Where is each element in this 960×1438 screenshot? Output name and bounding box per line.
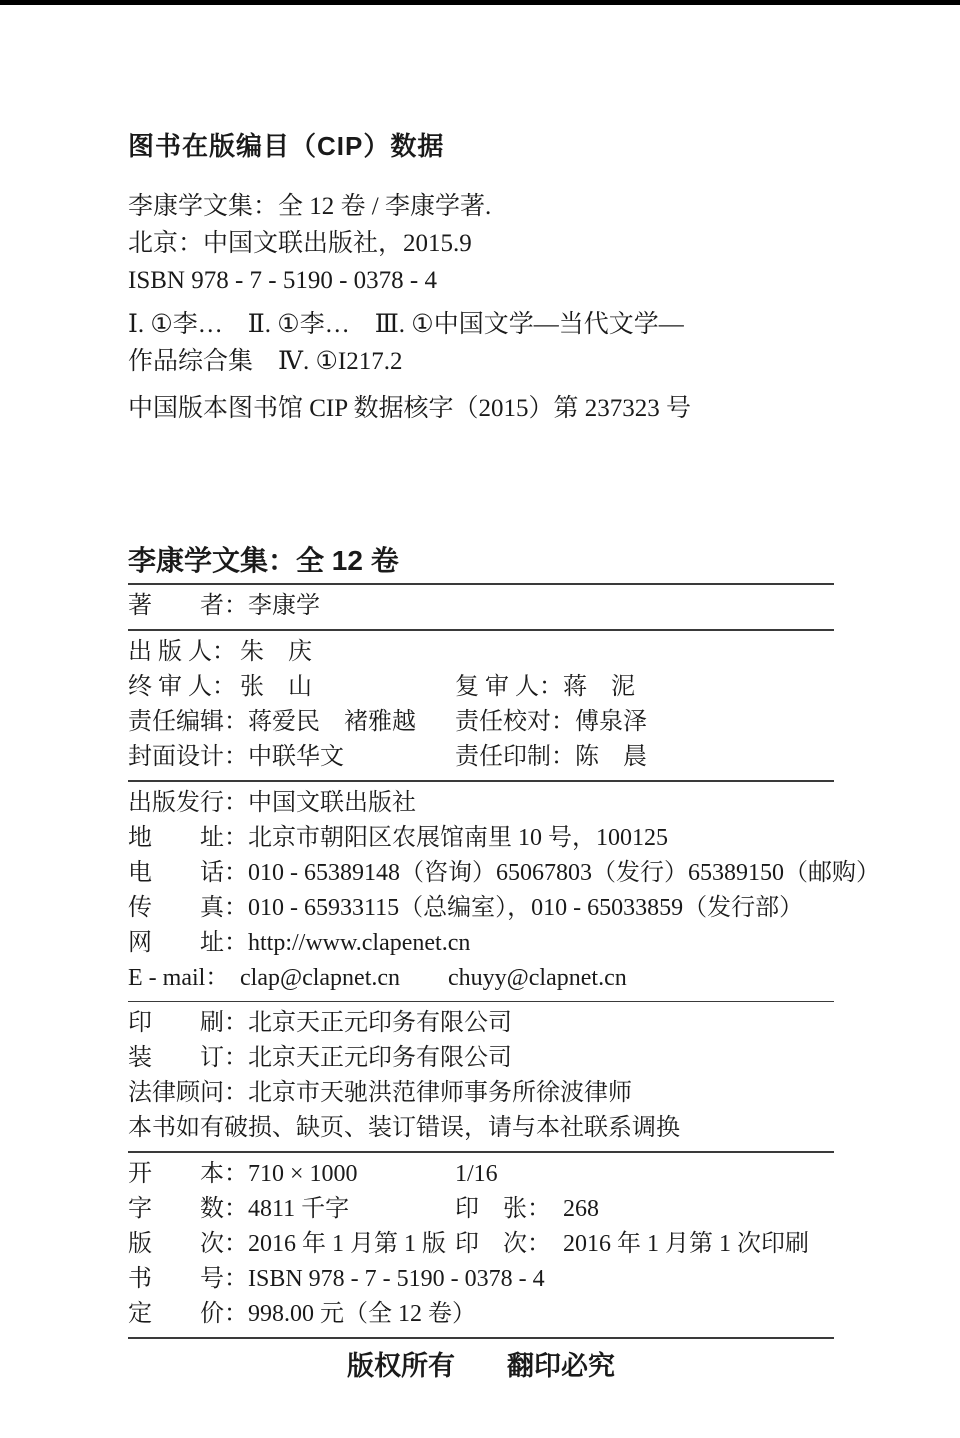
row-value: 268 [563,1196,599,1222]
row-value: 张 山 [240,674,312,700]
page-content [128,0,880,1383]
copyright-footer-right: 翻印必究 [507,1351,615,1381]
book-title: 李康学文集：全 12 卷 [128,545,399,576]
row-label: 责任编辑： [128,709,248,735]
replacement-notice: 本书如有破损、缺页、装订错误，请与本社联系调换 [128,1115,680,1141]
row-label: 装 订： [128,1045,248,1071]
row-value: http://www.clapenet.cn [248,930,471,956]
row-value: 1/16 [455,1161,498,1187]
row-value: 北京市朝阳区农展馆南里 10 号，100125 [248,825,668,851]
row-label: 传 真： [128,895,248,921]
row-label: 出 版 人： [128,639,236,665]
spec-row [128,1192,834,1227]
address-row [128,821,834,856]
row-label: 终 审 人： [128,674,236,700]
row-label: 复 审 人： [455,674,563,700]
email-row [128,961,834,996]
row-label: 开 本： [128,1161,248,1187]
row-value: 蒋爱民 褚雅越 [248,709,416,735]
cip-isbn-line: ISBN 978 - 7 - 5190 - 0378 - 4 [128,267,438,294]
row-label: 网 址： [128,930,248,956]
row-value: clap@clapnet.cn chuyy@clapnet.cn [240,965,627,991]
divider [128,583,834,585]
row-label: 书 号： [128,1266,248,1292]
fax-row [128,891,834,926]
row-label: 字 数： [128,1196,248,1222]
cip-class-line: Ⅰ. ①李… Ⅱ. ①李… Ⅲ. ①中国文学—当代文学— [128,311,684,338]
row-value: 998.00 元（全 12 卷） [248,1301,476,1327]
spec-row [128,1262,834,1297]
row-value: 北京天正元印务有限公司 [248,1045,512,1071]
row-value: 中国文联出版社 [248,790,416,816]
row-value: ISBN 978 - 7 - 5190 - 0378 - 4 [248,1266,545,1292]
spec-row [128,1157,834,1192]
website-row [128,926,834,961]
printer-row [128,1006,834,1041]
cip-description-block [128,188,834,299]
divider [128,629,834,631]
row-value: 2016 年 1 月第 1 版 [248,1231,446,1257]
spec-row [128,1227,834,1262]
row-label: 印 刷： [128,1010,248,1036]
row-value: 李康学 [248,593,320,619]
row-value: 北京天正元印务有限公司 [248,1010,512,1036]
row-label: E - mail： [128,965,230,991]
row-value: 4811 千字 [248,1196,350,1222]
phone-row [128,856,880,891]
staff-row [128,670,834,705]
divider [128,780,834,782]
divider [128,1151,834,1153]
divider [128,1337,834,1339]
row-value: 傅泉泽 [575,709,647,735]
author-row [128,589,834,624]
row-value: 朱 庆 [240,639,312,665]
cip-class-line: 作品综合集 Ⅳ. ①I217.2 [128,348,403,375]
cip-classification-block [128,306,834,380]
row-label: 责任印制： [455,744,575,770]
cip-record-number: 中国版本图书馆 CIP 数据核字（2015）第 237323 号 [128,395,691,422]
staff-row [128,740,834,775]
row-label: 电 话： [128,860,248,886]
cip-title-statement: 李康学文集：全 12 卷 / 李康学著. [128,193,492,220]
row-value: 蒋 泥 [563,674,635,700]
legal-advisor-row [128,1076,834,1111]
row-label: 法律顾问： [128,1080,248,1106]
row-label: 著 者： [128,593,248,619]
row-label: 印 张： [455,1196,551,1222]
row-label: 地 址： [128,825,248,851]
row-label: 印 次： [455,1231,551,1257]
cip-publisher-line: 北京：中国文联出版社，2015.9 [128,230,472,257]
publisher-row [128,786,834,821]
row-value: 710 × 1000 [248,1161,358,1187]
row-value: 陈 晨 [575,744,647,770]
row-label: 出版发行： [128,790,248,816]
binding-row [128,1041,834,1076]
spec-row [128,1297,834,1332]
row-label: 版 次： [128,1231,248,1257]
row-value: 北京市天驰洪范律师事务所徐波律师 [248,1080,632,1106]
copyright-footer [128,1349,834,1383]
row-value: 010 - 65933115（总编室），010 - 65033859（发行部） [248,895,804,921]
row-label: 封面设计： [128,744,248,770]
row-value: 010 - 65389148（咨询）65067803（发行）65389150（邮购） [248,860,880,886]
row-label: 定 价： [128,1301,248,1327]
staff-row [128,705,834,740]
copyright-footer-left: 版权所有 [347,1351,455,1381]
divider [128,1001,834,1002]
row-value: 中联华文 [248,744,344,770]
staff-row [128,635,834,670]
row-value: 2016 年 1 月第 1 次印刷 [563,1231,809,1257]
cip-header: 图书在版编目（CIP）数据 [128,131,445,161]
row-label: 责任校对： [455,709,575,735]
